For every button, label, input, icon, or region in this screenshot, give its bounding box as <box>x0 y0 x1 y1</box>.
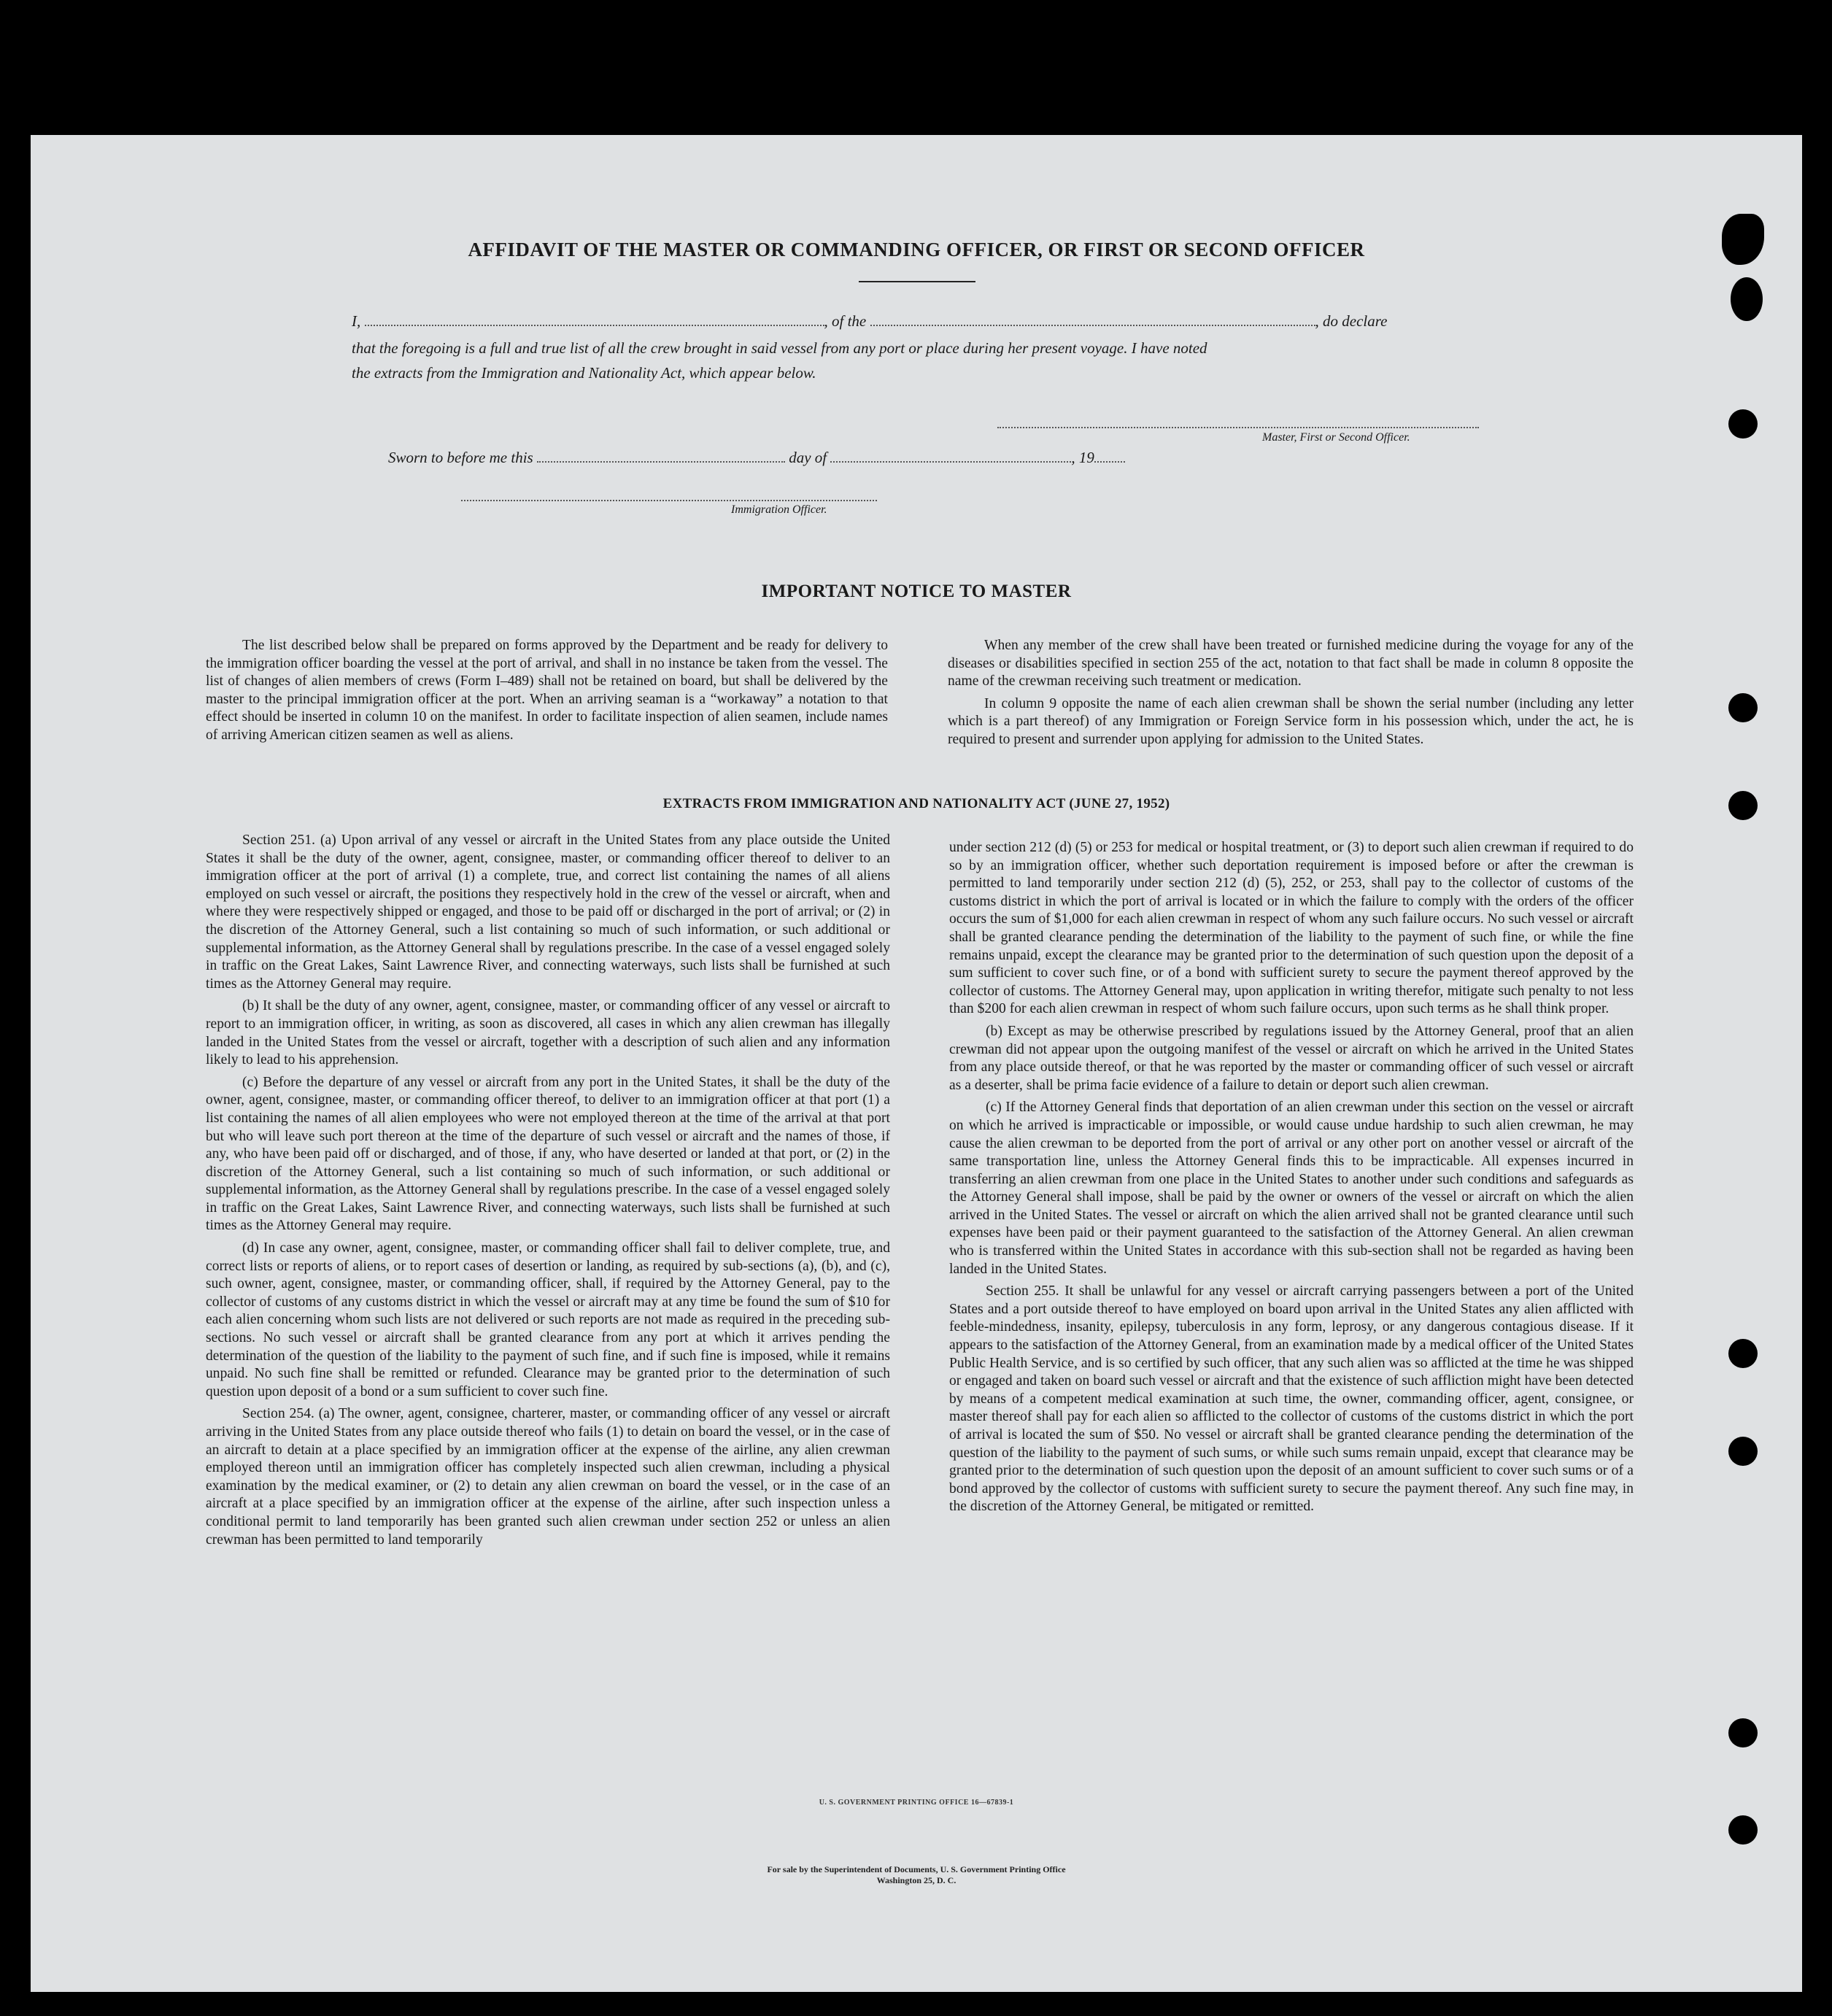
notice-left-column <box>206 637 888 749</box>
title-underline <box>859 281 975 282</box>
section-251-d: (d) In case any owner, agent, consignee, master, or commanding officer shall fail to deliver complete, true, and correct lists or reports of aliens, or to report cases of desertion or landing, as required by sub-sections (a), (b), and (c), such owner, agent, consignee, master, or commanding officer, shall, if required by the Attorney General, pay to the collector of customs of any customs district in which the vessel or aircraft may at any time be found the sum of $10 for each alien concerning whom such lists are not delivered or such reports are not made as required in the preceding sub-sections. No such vessel or aircraft shall be granted clearance from any port at which it arrives pending the determination of the question of the liability to the payment of such fine, and if such fine is imposed, while it remains unpaid. No such fine shall be remitted or refunded. Clearance may be granted prior to the determination of such question upon deposit of a bond or a sum sufficient to cover such fine. <box>206 1240 890 1399</box>
binder-hole <box>1728 791 1758 820</box>
sale-line-1: For sale by the Superintendent of Documents, U. S. Government Printing Office <box>767 1864 1066 1874</box>
officer-caption: Immigration Officer. <box>731 503 827 516</box>
binder-hole <box>1728 1339 1758 1368</box>
binder-hole <box>1728 1437 1758 1466</box>
sworn-date-blank <box>537 449 785 463</box>
sworn-year-blank <box>1094 449 1125 463</box>
binder-hole <box>1728 409 1758 439</box>
section-251-a: Section 251. (a) Upon arrival of any vessel or aircraft in the United States from any place outside the United States it shall be the duty of the owner, agent, consignee, master, or commanding officer thereof to deliver to an immigration officer at the port of arrival (1) a complete, true, and correct list containing the names of all aliens employed on such vessel or aircraft, the positions they respectively hold in the crew of the vessel or aircraft, when and where they were respectively shipped or engaged, and those to be paid off or discharged in the port of arrival; or (2) in the discretion of the Attorney General, such a list containing so much of such information, or such additional or supplemental information, as the Attorney General shall by regulations prescribe. In the case of a vessel engaged solely in traffic on the Great Lakes, Saint Lawrence River, and connecting waterways, such lists shall be furnished at such times as the Attorney General may require. <box>206 833 890 992</box>
printing-office-line: U. S. GOVERNMENT PRINTING OFFICE 16—67839-1 <box>819 1799 1014 1807</box>
sworn-month-blank <box>830 449 1071 463</box>
officer-signature-line <box>461 500 877 501</box>
notice-left-paragraph: The list described below shall be prepared on forms approved by the Department and be ready for delivery to the immigration officer boarding the vessel at the port of arrival, and shall in no instance be taken from the vessel. The list of changes of alien members of crews (Form I–489) shall not be retained on board, but shall be delivered by the master to the principal immigration officer at the port. When an arriving seaman is a “workaway” a notation to that effect should be inserted in column 10 on the manifest. In order to facilitate inspection of alien seamen, include names of arriving American citizen seamen as well as aliens. <box>206 638 888 743</box>
section-255: Section 255. It shall be unlawful for any vessel or aircraft carrying passengers between a port of the United States and a port outside thereof to have employed on board upon arrival in the United States any alien afflicted with feeble-mindedness, insanity, epilepsy, tuberculosis in any form, leprosy, or any dangerous contagious disease. If it appears to the satisfaction of the Attorney General, from an examination made by a medical officer of the United States Public Health Service, and is so certified by such officer, that any such alien was so afflicted at the time he was shipped or engaged and taken on board such vessel or aircraft and that the existence of such affliction might have been detected by means of a competent medical examination at such time, the owner, commanding officer, agent, consignee, or master thereof shall pay for each alien so afflicted to the collector of customs of the customs district in which the port of arrival is located the sum of $50. No vessel or aircraft shall be granted clearance pending the determination of the question of the liability to the payment of such sums, or while such sums remain unpaid, except that clearance may be granted prior to the determination of such question upon the deposit of an amount sufficient to cover such sums or of a bond approved by the collector of customs with sufficient surety to secure the payment thereof. Any such fine may, in the discretion of the Attorney General, be mitigated or remitted. <box>949 1283 1634 1515</box>
section-254-c: (c) If the Attorney General finds that deportation of an alien crewman under this section on the vessel or aircraft on which he arrived is impracticable or impossible, or would cause undue hardship to such alien crewman, he may cause the alien crewman to be deported from the port of arrival or any other port on another vessel or aircraft of the same transportation line, unless the Attorney General finds this to be impracticable. All expenses incurred in transferring an alien crewman from one place in the United States to another under such conditions and safeguards as the Attorney General shall impose, shall be paid by the owner or owners of the vessel or aircraft on which the alien arrived in the United States. The vessel or aircraft on which the alien arrived shall not be granted clearance until such expenses have been paid or their payment guaranteed to the satisfaction of the Attorney General. An alien crewman who is transferred within the United States in accordance with this sub-section shall not be regarded as having been landed in the United States. <box>949 1100 1634 1277</box>
sale-line-2: Washington 25, D. C. <box>876 1875 956 1885</box>
master-caption: Master, First or Second Officer. <box>1262 431 1410 444</box>
section-251-b: (b) It shall be the duty of any owner, agent, consignee, master, or commanding officer of any vessel or aircraft to report to an immigration officer, in writing, as soon as discovered, all cases in which any alien crewman has illegally landed in the United States from the vessel or aircraft, together with a description of such alien and any information likely to lead to his apprehension. <box>206 998 890 1068</box>
sworn-line: Sworn to before me this day of , 19 <box>388 449 1125 467</box>
name-blank <box>365 313 824 326</box>
extracts-left-column <box>206 832 890 1553</box>
notice-right-column <box>948 637 1634 754</box>
affidavit-title: AFFIDAVIT OF THE MASTER OR COMMANDING OFFICER, OR FIRST OR SECOND OFFICER <box>468 239 1365 260</box>
section-254-b: (b) Except as may be otherwise prescribed by regulations issued by the Attorney General, proof that an alien crewman did not appear upon the outgoing manifest of the vessel or aircraft on which he arrived in the United States from any place outside thereof, or that he was reported by the master or commanding officer of such vessel or aircraft as a deserter, shall be prima facie evidence of a failure to detain or deport such alien crewman. <box>949 1023 1634 1093</box>
binder-hole <box>1728 1718 1758 1747</box>
extracts-heading: EXTRACTS FROM IMMIGRATION AND NATIONALITY ACT (JUNE 27, 1952) <box>662 796 1170 811</box>
section-251-c: (c) Before the departure of any vessel or aircraft from any port in the United States, it shall be the duty of the owner, agent, consignee, master, or commanding officer thereof, to deliver to an immigration officer at that port (1) a list containing the names of all alien employees who were not employed thereon at the time of the arrival at that port but who will leave such port thereon at the time of the departure of such vessel or aircraft and the names of those, if any, who have been paid off or discharged, and of those, if any, who have deserted or landed at that port, or (2) in the discretion of the Attorney General, such a list containing so much of such information, or such additional or supplemental information, as the Attorney General shall by regulations prescribe. In the case of a vessel engaged solely in traffic on the Great Lakes, Saint Lawrence River, and connecting waterways, such lists shall be furnished at such times as the Attorney General may require. <box>206 1074 890 1234</box>
declaration-line-2: that the foregoing is a full and true list of all the crew brought in said vessel from any port or place during her present voyage. I have noted <box>352 339 1207 357</box>
notice-right-paragraph-1: When any member of the crew shall have been treated or furnished medicine during the voyage for any of the diseases or disabilities specified in section 255 of the act, notation to that fact shall be made in column 8 opposite the name of the crewman receiving such treatment or medication. <box>948 638 1634 690</box>
section-254-a: Section 254. (a) The owner, agent, consignee, charterer, master, or commanding officer of any vessel or aircraft arriving in the United States from any place outside thereof who fails (1) to detain on board the vessel, or in the case of an aircraft to detain at a place specified by an immigration officer at the expense of the airline, any alien crewman employed thereon until an immigration officer has completely inspected such alien crewman, including a physical examination by the medical examiner, or (2) to detain any alien crewman on board the vessel, or in the case of an aircraft at a place specified by an immigration officer at the expense of the airline, after such inspection unless a conditional permit to land temporarily has been granted such alien crewman under section 252 or unless an alien crewman has been permitted to land temporarily <box>206 1406 890 1548</box>
section-254-a-continued: under section 212 (d) (5) or 253 for medical or hospital treatment, or (3) to deport such alien crewman if required to do so by an immigration officer, whether such deportation requirement is imposed before or after the crewman is permitted to land temporarily under section 212 (d) (5), 252, or 253, shall pay to the collector of customs of the customs district in which the port of arrival is located or in which the failure to comply with the orders of the officer occurs the sum of $1,000 for each alien crewman in respect of whom any such failure occurs. No such vessel or aircraft shall be granted clearance pending the determination of the liability to the payment of such fine, or while the fine remains unpaid, except the clearance may be granted prior to the determination of such question upon the deposit of a sum sufficient to cover such fine, or of a bond with sufficient surety to secure the payment thereof approved by the collector of customs. The Attorney General may, upon application in writing therefor, mitigate such penalty to not less than $200 for each alien crewman in respect of whom such failure occurs, upon such terms as he shall think proper. <box>949 840 1634 1017</box>
notice-heading: IMPORTANT NOTICE TO MASTER <box>761 582 1072 601</box>
master-signature-line <box>997 427 1479 428</box>
extracts-right-column <box>949 839 1634 1521</box>
declaration-line-3: the extracts from the Immigration and Nationality Act, which appear below. <box>352 364 816 382</box>
torn-corner-mark <box>1731 277 1763 321</box>
declaration-line-1: I, , of the , do declare <box>352 312 1388 330</box>
document-page <box>31 135 1802 1992</box>
vessel-blank <box>870 313 1315 326</box>
notice-right-paragraph-2: In column 9 opposite the name of each alien crewman shall be shown the serial number (including any letter which is a part thereof) of any Immigration or Foreign Service form in his possession which, under the act, he is required to present and surrender upon applying for admission to the United States. <box>948 695 1634 747</box>
binder-hole <box>1728 1815 1758 1845</box>
binder-hole <box>1728 693 1758 722</box>
